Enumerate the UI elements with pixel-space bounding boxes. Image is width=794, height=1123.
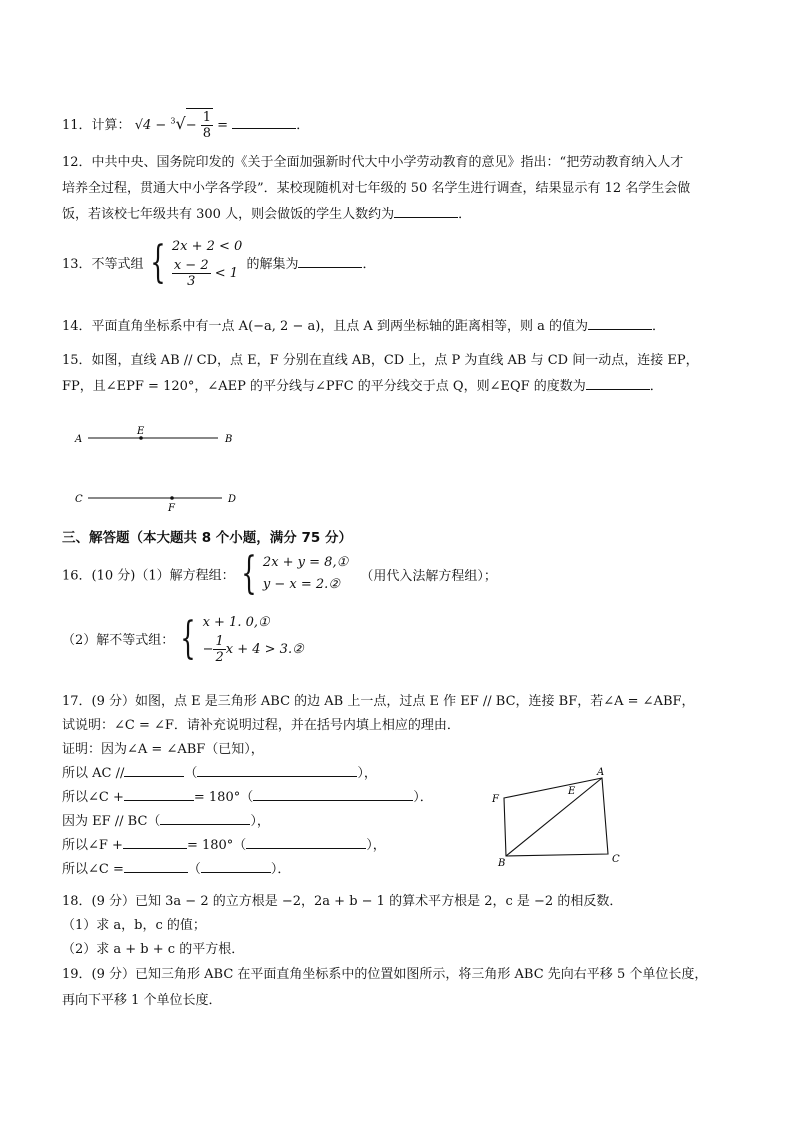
q11-equals: = xyxy=(217,118,229,133)
q18-line3: （2）求 a + b + c 的平方根． xyxy=(62,942,245,957)
question-16 xyxy=(62,548,738,599)
question-13: 13．不等式组 { 2x + 2 < 0 $\frac{x - 2}{3}$ < 1 的解集为 ． xyxy=(62,236,376,289)
q18-line2: （1）求 a，b，c 的值； xyxy=(62,918,206,933)
q17-blank-5a[interactable] xyxy=(124,858,188,873)
figure-q15 xyxy=(70,424,250,516)
q13-prefix: 13．不等式组 xyxy=(62,257,144,272)
label-b: B xyxy=(225,434,233,445)
question-16-part2 xyxy=(62,612,738,665)
q15-answer-blank[interactable] xyxy=(586,375,650,390)
question-15: 15．如图，直线 AB // CD，点 E，F 分别在直线 AB，CD 上，点 P 为直线 AB 与 CD 间一动点，连接 EP， FP，且∠EPF = 120°，∠AEP 的平分线与∠PFC 的平分线交于点 Q，则∠EQF 的度数为 ． xyxy=(62,348,738,400)
q17-proof1: 所以 AC // （ ）， xyxy=(62,762,738,786)
q13-brace: { xyxy=(149,236,166,288)
q11-fraction: $\frac{1}{8}$ xyxy=(202,110,212,141)
q17-blank-1b[interactable] xyxy=(197,762,357,777)
q17-line1: 17．(9 分）如图，点 E 是三角形 ABC 的边 AB 上一点，过点 E 作 EF // BC，连接 BF，若∠A = ∠ABF， xyxy=(62,694,695,709)
q17-blank-1a[interactable] xyxy=(124,762,184,777)
q16-note: （用代入法解方程组）； xyxy=(360,568,497,584)
question-12: 12．中共中央、国务院印发的《关于全面加强新时代大中小学劳动教育的意见》指出：“把劳动教育纳入人才 培养全过程，贯通大中小学各学段”．某校现随机对七年级的 50 名学生进行调查，结果显示有 12 名学生会做 饭，若该校七年级共有 300 人，则会做饭的学生人数约为 ． xyxy=(62,150,738,228)
q17-blank-2a[interactable] xyxy=(124,786,194,801)
label-f: F xyxy=(492,794,499,805)
q17-proof5: 所以∠C = （ ）． xyxy=(62,858,738,882)
question-18 xyxy=(62,890,738,962)
figure-q17 xyxy=(484,762,634,872)
q17-blank-4b[interactable] xyxy=(246,834,366,849)
q12-line2: 培养全过程，贯通大中小学各学段”．某校现随机对七年级的 50 名学生进行调查，结果显示有 12 名学生会做 xyxy=(62,181,691,196)
label-e: E xyxy=(137,426,145,437)
q11-root-index: 3 xyxy=(170,116,176,126)
q13-answer-blank[interactable] xyxy=(298,253,362,268)
q13-suffix: 的解集为 xyxy=(246,257,299,272)
q11-sqrt: √4 − xyxy=(134,118,167,133)
q11-answer-blank[interactable] xyxy=(232,114,296,129)
q15-line1: 15．如图，直线 AB // CD，点 E，F 分别在直线 AB，CD 上，点 P 为直线 AB 与 CD 间一动点，连接 EP， xyxy=(62,353,699,368)
q17-blank-3a[interactable] xyxy=(160,810,250,825)
q14-answer-blank[interactable] xyxy=(588,315,652,330)
q19-line1: 19．(9 分）已知三角形 ABC 在平面直角坐标系中的位置如图所示，将三角形 ABC 先向右平移 5 个单位长度， xyxy=(62,967,708,982)
section-3-heading: 三、解答题（本大题共 8 个小题，满分 75 分） xyxy=(62,530,352,546)
q19-line2: 再向下平移 1 个单位长度． xyxy=(62,993,222,1008)
label-c: C xyxy=(612,854,620,865)
q17-proof2: 所以∠C + = 180°（ ）． xyxy=(62,786,738,810)
q16-brace-1: { xyxy=(241,548,257,599)
q15-line2: FP，且∠EPF = 120°，∠AEP 的平分线与∠PFC 的平分线交于点 Q，则∠EQF 的度数为 xyxy=(62,379,586,394)
q16-brace-2: { xyxy=(180,612,197,664)
q17-blank-4a[interactable] xyxy=(123,834,187,849)
q17-blank-5b[interactable] xyxy=(201,858,271,873)
q12-answer-blank[interactable] xyxy=(394,203,458,218)
q17-proof4: 所以∠F + = 180°（ ）， xyxy=(62,834,738,858)
q17-line2: 试说明：∠C = ∠F．请补充说明过程，并在括号内填上相应的理由． xyxy=(62,718,460,733)
label-a: A xyxy=(597,767,605,778)
q18-line1: 18．(9 分）已知 3a − 2 的立方根是 −2，2a + b − 1 的算术平方根是 2，c 是 −2 的相反数． xyxy=(62,894,623,909)
question-11: 11．计算： √4 − $^3$√− $\frac{1}{8}$ = ． xyxy=(62,110,310,141)
label-c: C xyxy=(75,494,83,505)
q12-line3: 饭，若该校七年级共有 300 人，则会做饭的学生人数约为 xyxy=(62,207,395,222)
question-17 xyxy=(62,690,738,882)
q16-system-1: 2x + y = 8,① y − x = 2.② xyxy=(262,555,349,592)
label-a: A xyxy=(75,434,83,445)
label-d: D xyxy=(228,494,237,505)
q14-text: 14．平面直角坐标系中有一点 A(−a, 2 − a)，且点 A 到两坐标轴的距离相等，则 a 的值为 xyxy=(62,319,588,334)
label-e: E xyxy=(568,786,576,797)
q16-prefix: 16．(10 分)（1）解方程组： xyxy=(62,568,235,584)
question-14: 14．平面直角坐标系中有一点 A(−a, 2 − a)，且点 A 到两坐标轴的距离相等，则 a 的值为 ． xyxy=(62,314,738,340)
q17-proof0: 证明：因为∠A = ∠ABF（已知）， xyxy=(62,742,264,757)
q13-system: 2x + 2 < 0 $\frac{x - 2}{3}$ < 1 xyxy=(171,239,243,289)
label-b: B xyxy=(498,858,506,869)
q11-prefix: 11．计算： xyxy=(62,118,131,133)
q17-blank-2b[interactable] xyxy=(253,786,413,801)
question-19 xyxy=(62,962,738,1014)
q17-proof3: 因为 EF // BC（ ）， xyxy=(62,810,738,834)
label-f: F xyxy=(168,503,175,514)
segment-ab xyxy=(506,778,602,856)
q12-line1: 12．中共中央、国务院印发的《关于全面加强新时代大中小学劳动教育的意见》指出：“把劳动教育纳入人才 xyxy=(62,155,684,170)
point-f xyxy=(170,496,174,500)
q16-p2-prefix: （2）解不等式组： xyxy=(62,633,175,648)
q16-system-2: x + 1. 0,① − $\frac{1}{2}$ x + 4 > 3.② xyxy=(202,615,304,665)
